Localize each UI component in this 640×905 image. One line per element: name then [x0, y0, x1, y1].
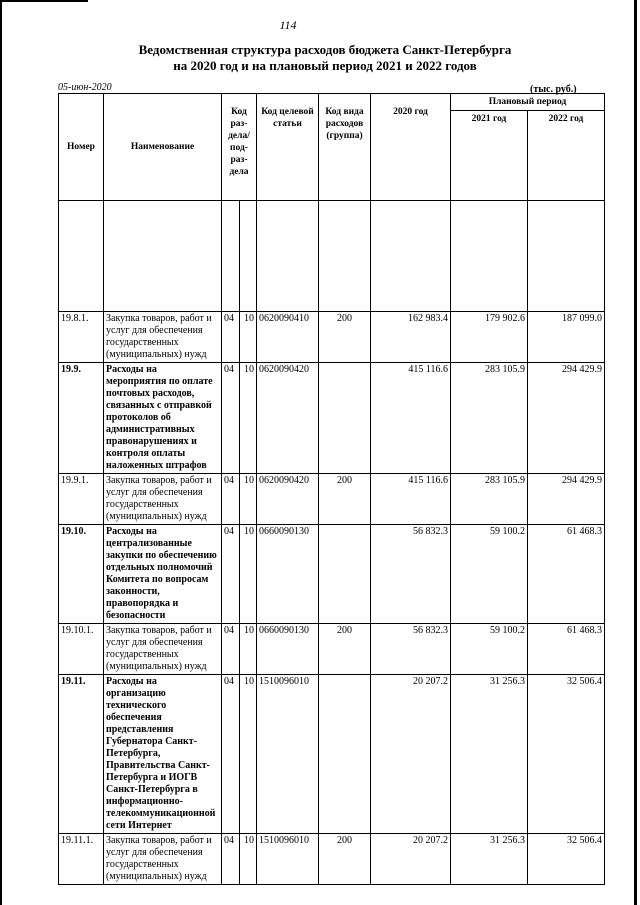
cell-celevaya: 0620090420: [257, 363, 319, 474]
cell-podrazdel: 10: [240, 834, 257, 885]
cell-y2021: 59 100.2: [451, 525, 528, 624]
cell-y2022: 32 506.4: [528, 675, 605, 834]
header-nomer: Номер: [59, 94, 104, 201]
cell-y2022: 187 099.0: [528, 312, 605, 363]
header-2022: 2022 год: [528, 111, 605, 201]
cell-name: Закупка товаров, работ и услуг для обеспечения государственных (муниципальных) нужд: [104, 312, 222, 363]
cell-vid: 200: [319, 474, 371, 525]
cell-name: Расходы на мероприятия по оплате почтовых расходов, связанных с отправкой протоколов об административных правонарушениях и контроля оплаты наложенных штрафов: [104, 363, 222, 474]
document-date: 05-июн-2020: [58, 82, 112, 93]
table-row: [59, 312, 605, 363]
title-line-1: Ведомственная структура расходов бюджета Санкт-Петербурга: [138, 42, 512, 57]
cell-celevaya: 1510096010: [257, 834, 319, 885]
cell-num: 19.8.1.: [59, 312, 104, 363]
title-line-2: на 2020 год и на плановый период 2021 и 2022 годов: [173, 58, 477, 73]
cell-celevaya: 0620090410: [257, 312, 319, 363]
cell-podrazdel: 10: [240, 525, 257, 624]
cell-y2022: 61 468.3: [528, 525, 605, 624]
cell-y2021: 59 100.2: [451, 624, 528, 675]
table-row: [59, 525, 605, 624]
document-title: [60, 42, 590, 74]
cell-vid: [319, 363, 371, 474]
corner-mark: [0, 0, 88, 2]
cell-name: Расходы на централизованные закупки по обеспечению отдельных полномочий Комитета по вопросам законности, правопорядка и безопасности: [104, 525, 222, 624]
cell-y2022: 294 429.9: [528, 363, 605, 474]
cell-y2021: 283 105.9: [451, 363, 528, 474]
currency-unit: (тыс. руб.): [530, 84, 577, 95]
budget-table: [58, 93, 605, 885]
cell-podrazdel: 10: [240, 312, 257, 363]
cell-podrazdel: 10: [240, 624, 257, 675]
cell-vid: [319, 675, 371, 834]
cell-num: 19.11.: [59, 675, 104, 834]
cell-podrazdel: 10: [240, 363, 257, 474]
cell-name: Закупка товаров, работ и услуг для обеспечения государственных (муниципальных) нужд: [104, 624, 222, 675]
cell-y2020: 162 983.4: [371, 312, 451, 363]
cell-vid: 200: [319, 624, 371, 675]
cell-num: 19.9.1.: [59, 474, 104, 525]
cell-y2022: 294 429.9: [528, 474, 605, 525]
header-kod-razdela: Код раз-дела/ под-раз-дела: [222, 94, 257, 201]
page-edge-right: [634, 0, 637, 905]
cell-razdel: 04: [222, 474, 240, 525]
cell-y2021: 283 105.9: [451, 474, 528, 525]
header-row-1: [59, 94, 605, 111]
cell-celevaya: 0620090420: [257, 474, 319, 525]
cell-razdel: 04: [222, 363, 240, 474]
header-planovyi-period: Плановый период: [451, 94, 605, 111]
cell-vid: 200: [319, 834, 371, 885]
cell-podrazdel: 10: [240, 474, 257, 525]
page-edge-left: [0, 0, 2, 905]
cell-y2021: 179 902.6: [451, 312, 528, 363]
cell-razdel: 04: [222, 312, 240, 363]
header-spacer-row: [59, 201, 605, 312]
header-2020: 2020 год: [371, 94, 451, 201]
header-naimenovanie: Наименование: [104, 94, 222, 201]
table-row: [59, 624, 605, 675]
cell-y2022: 32 506.4: [528, 834, 605, 885]
cell-y2020: 415 116.6: [371, 474, 451, 525]
table-row: [59, 474, 605, 525]
cell-y2020: 56 832.3: [371, 525, 451, 624]
cell-num: 19.11.1.: [59, 834, 104, 885]
cell-razdel: 04: [222, 834, 240, 885]
cell-y2020: 56 832.3: [371, 624, 451, 675]
cell-y2020: 415 116.6: [371, 363, 451, 474]
table-row: [59, 834, 605, 885]
cell-vid: 200: [319, 312, 371, 363]
cell-celevaya: 0660090130: [257, 624, 319, 675]
header-kod-vida: Код вида расходов (группа): [319, 94, 371, 201]
cell-y2022: 61 468.3: [528, 624, 605, 675]
cell-num: 19.10.: [59, 525, 104, 624]
cell-name: Закупка товаров, работ и услуг для обеспечения государственных (муниципальных) нужд: [104, 474, 222, 525]
header-2021: 2021 год: [451, 111, 528, 201]
cell-podrazdel: 10: [240, 675, 257, 834]
table-row: [59, 675, 605, 834]
cell-name: Закупка товаров, работ и услуг для обеспечения государственных (муниципальных) нужд: [104, 834, 222, 885]
cell-y2020: 20 207.2: [371, 675, 451, 834]
header-kod-celevoi: Код целевой статьи: [257, 94, 319, 201]
cell-celevaya: 1510096010: [257, 675, 319, 834]
cell-num: 19.9.: [59, 363, 104, 474]
cell-y2021: 31 256.3: [451, 675, 528, 834]
cell-name: Расходы на организацию технического обеспечения представления Губернатора Санкт-Петербурга, Правительства Санкт-Петербурга и ИОГВ Санкт-Петербурга в информационно-телекоммуникационной сети Интернет: [104, 675, 222, 834]
cell-razdel: 04: [222, 624, 240, 675]
cell-y2021: 31 256.3: [451, 834, 528, 885]
cell-razdel: 04: [222, 525, 240, 624]
cell-razdel: 04: [222, 675, 240, 834]
cell-num: 19.10.1.: [59, 624, 104, 675]
cell-celevaya: 0660090130: [257, 525, 319, 624]
page-number: 114: [279, 18, 297, 32]
cell-y2020: 20 207.2: [371, 834, 451, 885]
table-row: [59, 363, 605, 474]
cell-vid: [319, 525, 371, 624]
